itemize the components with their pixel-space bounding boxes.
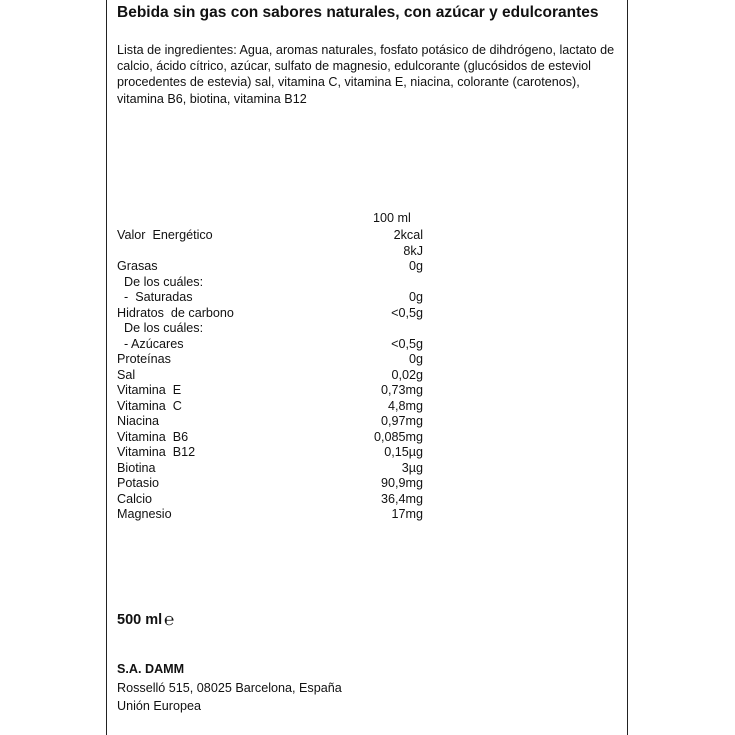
nutrient-value: 36,4mg [380, 491, 423, 506]
nutrition-row [117, 491, 437, 507]
nutrition-row [117, 243, 437, 259]
nutrient-value: 3µg [401, 460, 423, 475]
nutrition-row [117, 336, 437, 352]
product-label-panel [106, 0, 628, 735]
nutrient-value: 4,8mg [387, 398, 423, 413]
nutrient-value: 8kJ [403, 243, 423, 258]
nutrition-row [117, 398, 437, 414]
nutrition-row [117, 382, 437, 398]
nutrient-label: Biotina [117, 460, 156, 475]
nutrition-row [117, 305, 437, 321]
nutrition-row [117, 289, 437, 305]
nutrition-row [117, 320, 437, 336]
nutrient-value: 0,73mg [380, 383, 423, 397]
nutrient-label: Vitamina C [117, 398, 182, 413]
nutrient-label: Sal [117, 367, 136, 382]
volume-text: 500 ml [117, 612, 163, 628]
ingredients-list: Lista de ingredientes: Agua, aromas naturales, fosfato potásico de dihdrógeno, lactato de calcio, ácido cítrico, azúcar, sulfato de magnesio, edulcorante (glucósidos de esteviol procedentes de estevia) sal, vitamina C, vitamina E, niacina, colorante (carotenos), vitamina B6, biotina, vitamina B12 [117, 43, 615, 106]
nutrient-value: 0,02g [391, 367, 423, 382]
nutrient-value: 0g [408, 352, 423, 366]
nutrient-label: Vitamina E [117, 383, 182, 397]
nutrient-label: Calcio [117, 491, 152, 506]
nutrient-value: 0g [408, 290, 423, 304]
nutrition-row [117, 351, 437, 367]
nutrient-value: 17mg [391, 507, 423, 521]
product-name: Bebida sin gas con sabores naturales, con azúcar y edulcorantes [117, 4, 599, 21]
nutrient-value: 0g [408, 259, 423, 273]
nutrient-value: 0,15µg [384, 445, 423, 459]
package-volume [117, 612, 174, 628]
nutrient-value: 0,97mg [380, 414, 423, 428]
nutrition-row [117, 413, 437, 429]
nutrient-label: Potasio [117, 476, 160, 490]
nutrition-row [117, 429, 437, 445]
nutrition-row [117, 444, 437, 460]
nutrient-label: - Azúcares [117, 336, 184, 351]
nutrient-label: - Saturadas [117, 290, 193, 304]
nutrient-label: Niacina [117, 414, 159, 428]
nutrient-label: Valor Energético [117, 228, 213, 242]
nutrition-row [117, 475, 437, 491]
nutrition-row [117, 460, 437, 476]
nutrient-value: 2kcal [393, 228, 423, 242]
nutrient-value: <0,5g [391, 336, 423, 351]
nutrition-row [117, 367, 437, 383]
nutrient-label: Vitamina B6 [117, 429, 189, 444]
nutrition-row [117, 227, 437, 243]
manufacturer-region: Unión Europea [117, 699, 202, 713]
nutrient-label: Magnesio [117, 507, 172, 521]
nutrient-label: Proteínas [117, 352, 171, 366]
nutrient-label: Vitamina B12 [117, 445, 196, 459]
manufacturer-address: Rosselló 515, 08025 Barcelona, España [117, 681, 342, 695]
nutrient-label: De los cuáles: [117, 321, 204, 335]
nutrient-value: 0,085mg [373, 429, 423, 444]
nutrient-label: De los cuáles: [117, 274, 204, 289]
nutrient-value: 90,9mg [380, 476, 423, 490]
nutrient-label: Hidratos de carbono [117, 305, 234, 320]
nutrient-label: Grasas [117, 259, 158, 273]
nutrition-row [117, 274, 437, 290]
manufacturer-name: S.A. DAMM [117, 662, 185, 676]
nutrition-row [117, 258, 437, 274]
nutrient-value: <0,5g [391, 305, 423, 320]
nutrition-row [117, 506, 437, 522]
estimated-sign-icon: ℮ [164, 610, 175, 629]
nutrition-per-header: 100 ml [373, 211, 411, 225]
